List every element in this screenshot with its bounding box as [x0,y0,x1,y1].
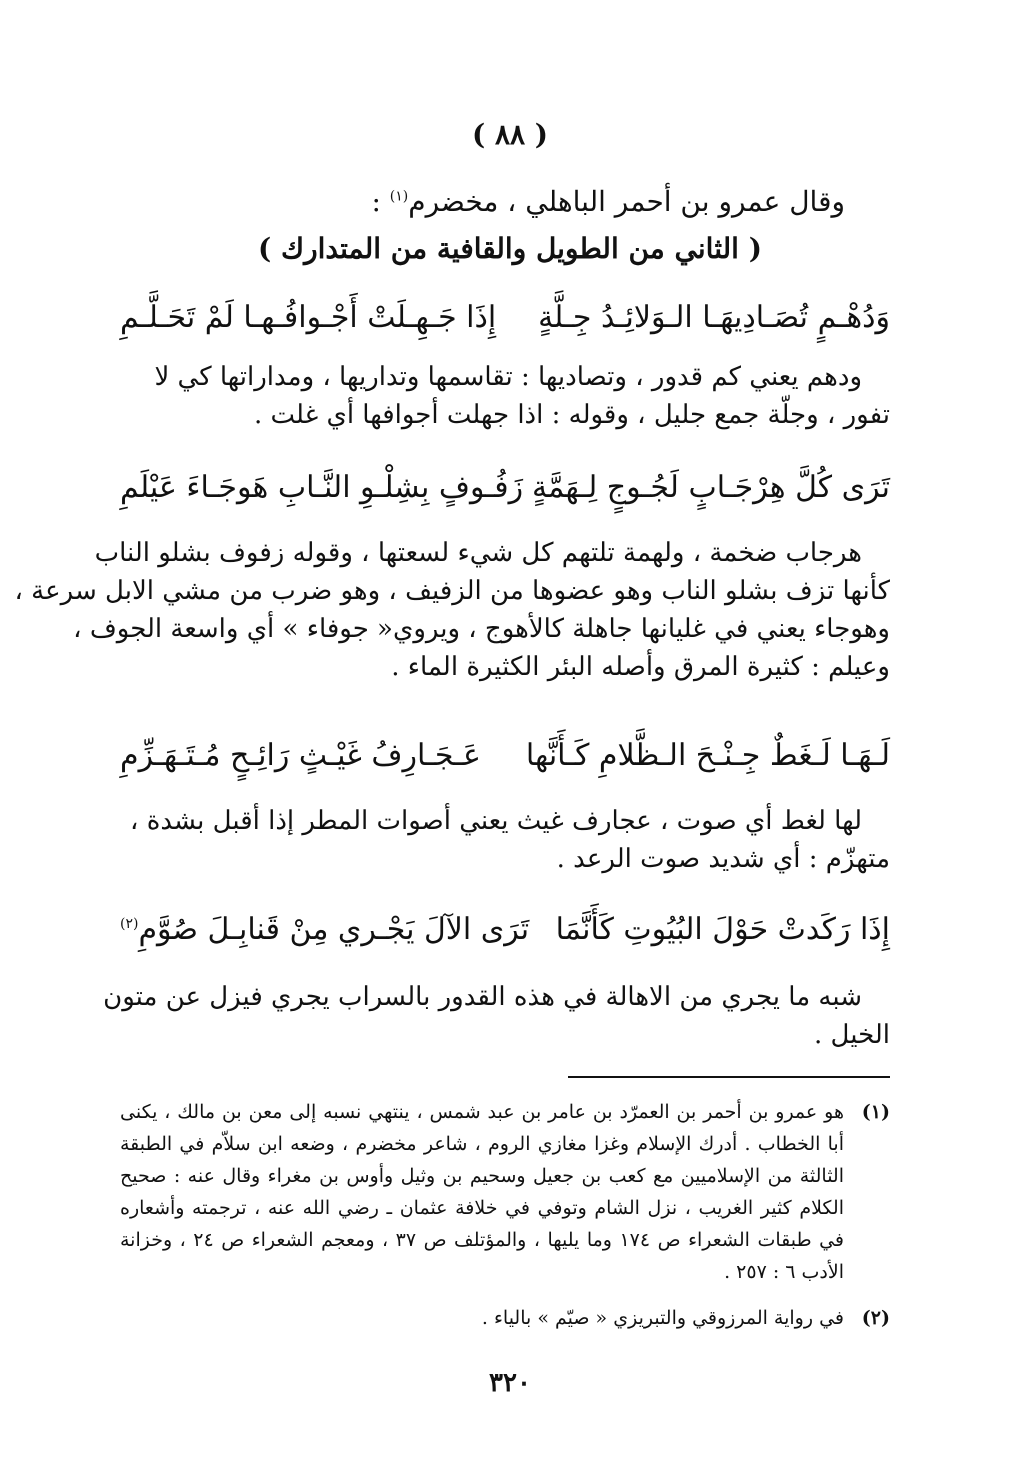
commentary-2 [14,534,890,686]
verse-3-second-hemistich: عَـجَـارِفُ غَيْـثٍ رَائِـحٍ مُـتَـهَـزِّمِ [120,738,481,773]
footnote-divider [568,1076,890,1078]
intro-line [371,185,845,218]
verse-2-first-hemistich: تَرَى كُلَّ هِرْجَـابٍ لَجُـوجٍ لِـهَمَّةٍ [532,470,890,505]
verse-2 [120,470,890,518]
commentary-3 [120,802,890,878]
footnote-text: في رواية المرزوقي والتبريزي « صيّم » بالياء . [481,1307,844,1329]
verse-4-second-hemistich [120,912,529,947]
verse-2-second-hemistich: زَفُـوفٍ بِشِلْـوِ النَّـابِ هَوجَـاءَ عَيْلَمِ [120,470,524,505]
verse-4-second-text: تَرَى الآلَ يَجْـري مِنْ قَنابِـلَ صُوَّمِ [138,912,530,947]
verse-1-second-hemistich: إِذَا جَـهِـلَتْ أَجْـوافُـهـا لَمْ تَحَـلَّـمِ [120,300,497,335]
intro-text: وقال عمرو بن أحمر الباهلي ، مخضرم [408,185,845,218]
verse-1 [120,300,890,348]
footnote-ref-1: (١) [389,188,409,205]
commentary-1 [120,358,890,434]
verse-4-first-hemistich: إِذَا رَكَدتْ حَوْلَ البُيُوتِ كَأَنَّمَا [555,912,890,947]
commentary-line: متهزّم : أي شديد صوت الرعد . [556,844,890,874]
verse-3-first-hemistich: لَـهَـا لَـغَطٌ جِـنْـحَ الـظَّلامِ كَـأَنَّها [525,738,890,773]
commentary-line: وهوجاء يعني في غليانها جاهلة كالأهوج ، ويروي« جوفاء » أي واسعة الجوف ، [73,614,890,644]
intro-suffix: : [371,185,390,218]
footnote-number: (٢) [861,1307,890,1329]
commentary-line: ودهم يعني كم قدور ، وتصاديها : تقاسمها وتداريها ، ومداراتها كي لا [154,362,862,392]
commentary-line: لها لغط أي صوت ، عجارف غيث يعني أصوات المطر إذا أقبل بشدة ، [130,806,862,836]
commentary-line: كأنها تزف بشلو الناب وهو عضوها من الزفيف ، وهو ضرب من مشي الابل سرعة ، [14,576,890,606]
verse-1-first-hemistich: وَدُهْـمٍ تُصَـادِيهَـا الـوَلائِـدُ جِـلَّةٍ [538,300,890,335]
commentary-line: تفور ، وجلّة جمع جليل ، وقوله : اذا جهلت أجوافها أي غلت . [253,400,890,430]
footnote-2 [120,1302,890,1334]
commentary-line: وعيلم : كثيرة المرق وأصله البئر الكثيرة الماء . [391,652,890,682]
footnote-ref-2: (٢) [120,916,139,932]
meter-heading: ( الثاني من الطويل والقافية من المتدارك ) [258,232,762,265]
verse-4 [120,912,890,960]
page-marker: ( ٨٨ ) [471,118,549,151]
footnote-text: هو عمرو بن أحمر بن العمرّد بن عامر بن عبد شمس ، ينتهي نسبه إلى معن بن مالك ، يكنى أبا الخطاب . أدرك الإسلام وغزا مغازي الروم ، شاعر مخضرم ، وضعه ابن سلاّم في الطبقة الثالثة من الإسلاميين مع كعب بن جعيل وسحيم بن وثيل وأوس بن مغراء وقال عنه : صحيح الكلام كثير الغريب ، نزل الشام وتوفي في خلافة عثمان ـ رضي الله عنه ، ترجمته وأشعاره في طبقات الشعراء ص ١٧٤ وما يليها ، والمؤتلف ص ٣٧ ، ومعجم الشعراء ص ٢٤ ، وخزانة الأدب ٦ : ٢٥٧ . [120,1101,845,1283]
commentary-line: هرجاب ضخمة ، ولهمة تلتهم كل شيء لسعتها ، وقوله زفوف بشلو الناب [94,538,862,568]
footnote-number: (١) [861,1101,890,1123]
verse-3 [120,738,890,786]
page-number: ٣٢٠ [489,1368,531,1398]
footnote-1 [120,1096,890,1288]
commentary-line: شبه ما يجري من الاهالة في هذه القدور بالسراب يجري فيزل عن متون [103,982,862,1012]
commentary-4 [103,978,890,1054]
commentary-line: الخيل . [814,1020,890,1050]
